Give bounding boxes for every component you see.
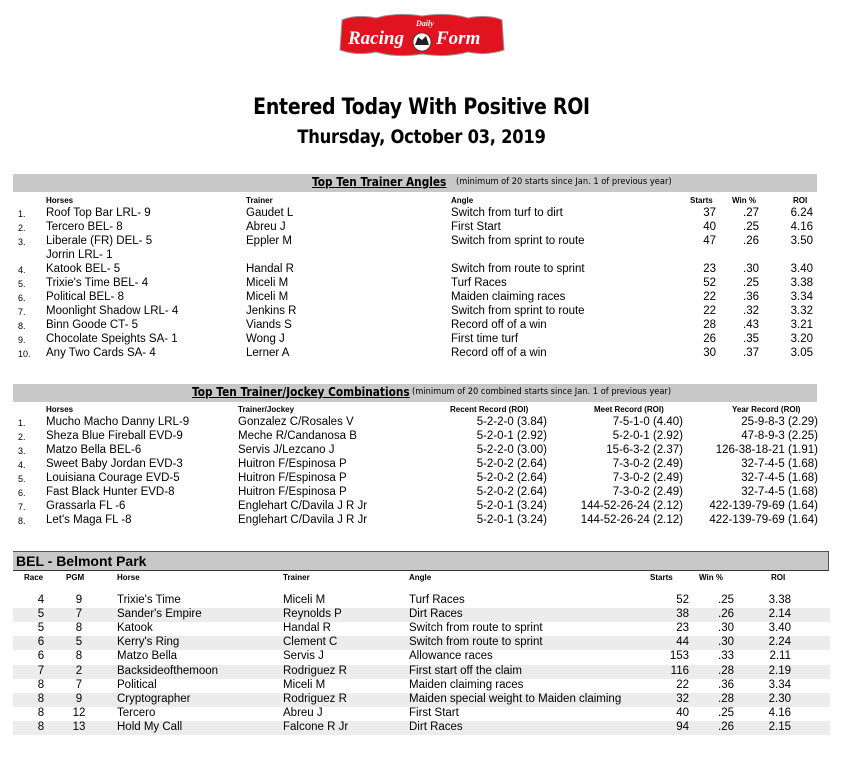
starts: 30 <box>703 347 716 359</box>
roi: 3.40 <box>790 263 813 275</box>
col-recent-record: Recent Record (ROI) <box>450 405 529 414</box>
win-pct: .36 <box>743 291 759 303</box>
roi: 2.11 <box>769 650 791 663</box>
race: 8 <box>37 720 45 733</box>
rank: 1. <box>18 418 26 428</box>
col-roi: ROI <box>771 573 786 582</box>
rank: 10. <box>18 349 31 359</box>
combo-row <box>0 444 843 458</box>
starts: 22 <box>703 291 716 303</box>
year-record: 32-7-4-5 (1.68) <box>741 486 818 498</box>
starts: 52 <box>676 594 689 606</box>
daily-racing-form-logo <box>336 12 508 58</box>
horse: Louisiana Courage EVD-5 <box>46 472 180 484</box>
angle: Turf Races <box>409 594 465 606</box>
race: 7 <box>37 664 45 677</box>
recent-record: 5-2-0-2 (2.64) <box>476 472 547 484</box>
trainer: Miceli M <box>283 594 326 606</box>
track-row <box>13 721 830 735</box>
trainer: Abreu J <box>246 221 286 233</box>
roi: 3.38 <box>768 594 791 606</box>
angle: Switch from route to sprint <box>409 636 543 649</box>
starts: 26 <box>703 333 716 345</box>
starts: 52 <box>703 277 716 289</box>
angle: Switch from sprint to route <box>451 235 585 247</box>
trainer-jockey: Huitron F/Espinosa P <box>238 472 347 484</box>
col-horse: Horse <box>117 573 140 582</box>
trainer-jockey: Englehart C/Davila J R Jr <box>238 514 368 526</box>
starts: 22 <box>703 305 716 317</box>
trainer: Lerner A <box>246 347 290 359</box>
angle: Record off of a win <box>451 347 547 359</box>
trainer: Falcone R Jr <box>283 720 349 733</box>
race: 8 <box>37 706 45 719</box>
trainer: Abreu J <box>283 706 323 719</box>
rank: 5. <box>18 474 26 484</box>
recent-record: 5-2-0-2 (2.64) <box>476 458 547 470</box>
roi: 3.21 <box>790 319 813 331</box>
angle: Dirt Races <box>409 720 463 733</box>
trainer: Wong J <box>246 333 285 345</box>
logo-racing-text: Racing <box>348 28 404 49</box>
pgm: 2 <box>75 664 83 677</box>
win-pct: .30 <box>743 263 759 275</box>
combo-row <box>0 416 843 430</box>
combo-row <box>0 430 843 444</box>
meet-record: 144-52-26-24 (2.12) <box>580 500 683 512</box>
roi: 3.34 <box>790 291 813 303</box>
trainer-angle-row <box>0 277 843 291</box>
combos-note: (minimum of 20 combined starts since Jan. 1 of previous year) <box>412 387 672 397</box>
horse: Sweet Baby Jordan EVD-3 <box>46 458 183 470</box>
recent-record: 5-2-0-1 (3.24) <box>476 514 547 526</box>
horse: Chocolate Speights SA- 1 <box>46 333 178 345</box>
starts: 28 <box>703 319 716 331</box>
track-row <box>13 707 830 721</box>
pgm: 7 <box>75 608 83 621</box>
horse: Fast Black Hunter EVD-8 <box>46 486 175 498</box>
meet-record: 7-3-0-2 (2.49) <box>612 486 683 498</box>
col-horses: Horses <box>46 196 74 205</box>
meet-record: 7-3-0-2 (2.49) <box>612 458 683 470</box>
trainer: Jenkins R <box>246 305 297 317</box>
combo-row <box>0 472 843 486</box>
starts: 32 <box>676 692 689 705</box>
starts: 44 <box>676 636 689 649</box>
race: 8 <box>37 678 45 691</box>
meet-record: 7-3-0-2 (2.49) <box>612 472 683 484</box>
win-pct: .32 <box>743 305 759 317</box>
rank: 7. <box>18 502 26 512</box>
rank: 4. <box>18 265 26 275</box>
angle: Switch from route to sprint <box>409 622 543 635</box>
win-pct: .36 <box>718 678 734 691</box>
angle: Switch from route to sprint <box>451 263 585 275</box>
rank: 1. <box>18 209 26 219</box>
win-pct: .26 <box>718 720 734 733</box>
trainer-angle-row <box>0 221 843 235</box>
win-pct: .25 <box>743 221 759 233</box>
combo-row <box>0 514 843 528</box>
race: 6 <box>37 636 45 649</box>
year-record: 126-38-18-21 (1.91) <box>715 444 818 456</box>
meet-record: 7-5-1-0 (4.40) <box>612 416 683 428</box>
combo-row <box>0 500 843 514</box>
logo-form-text: Form <box>436 28 481 49</box>
meet-record: 5-2-0-1 (2.92) <box>612 430 683 442</box>
pgm: 7 <box>75 678 83 691</box>
recent-record: 5-2-2-0 (3.00) <box>476 444 547 456</box>
pgm: 8 <box>75 650 83 663</box>
win-pct: .30 <box>718 622 734 635</box>
year-record: 32-7-4-5 (1.68) <box>741 472 818 484</box>
angle: Maiden claiming races <box>451 291 566 303</box>
logo-daily-text: Daily <box>416 19 434 28</box>
horse: Cryptographer <box>117 692 191 705</box>
year-record: 422-139-79-69 (1.64) <box>709 514 818 526</box>
col-meet-record: Meet Record (ROI) <box>594 405 664 414</box>
trainer-jockey: Servis J/Lezcano J <box>238 444 335 456</box>
trainer-angle-row <box>0 249 843 263</box>
track-row <box>13 594 830 608</box>
angle: First time turf <box>451 333 519 345</box>
pgm: 8 <box>75 622 83 635</box>
col-starts: Starts <box>650 573 673 582</box>
rank: 6. <box>18 488 26 498</box>
pgm: 9 <box>75 692 83 705</box>
trainer-angle-row <box>0 291 843 305</box>
trainer-angles-title: Top Ten Trainer Angles <box>312 175 447 189</box>
trainer-angle-row <box>0 347 843 361</box>
trainer-angle-row <box>0 263 843 277</box>
track-row <box>13 608 830 622</box>
page-date: Thursday, October 03, 2019 <box>297 126 546 148</box>
rank: 2. <box>18 432 26 442</box>
trainer-jockey: Gonzalez C/Rosales V <box>238 416 354 428</box>
roi: 4.16 <box>790 221 813 233</box>
race: 4 <box>37 594 45 606</box>
trainer-angle-row <box>0 305 843 319</box>
angle: Allowance races <box>409 650 493 663</box>
col-angle: Angle <box>409 573 432 582</box>
win-pct: .28 <box>718 664 734 677</box>
track-row <box>13 665 830 679</box>
starts: 37 <box>703 207 716 219</box>
angle: Record off of a win <box>451 319 547 331</box>
starts: 22 <box>676 678 689 691</box>
horse: Liberale (FR) DEL- 5 <box>46 235 153 247</box>
col-win: Win % <box>732 196 756 205</box>
angle: Switch from turf to dirt <box>451 207 563 219</box>
track-row <box>13 636 830 650</box>
angle: Maiden special weight to Maiden claiming <box>409 692 622 705</box>
roi: 6.24 <box>790 207 813 219</box>
horse: Matzo Bella <box>117 650 178 663</box>
win-pct: .28 <box>718 692 734 705</box>
roi: 3.34 <box>768 678 791 691</box>
horse: Moonlight Shadow LRL- 4 <box>46 305 179 317</box>
col-win: Win % <box>699 573 723 582</box>
trainer: Eppler M <box>246 235 293 247</box>
page-title: Entered Today With Positive ROI <box>253 95 590 120</box>
angle: First start off the claim <box>409 664 522 677</box>
track-row <box>13 622 830 636</box>
horse: Tercero BEL- 8 <box>46 221 123 233</box>
win-pct: .26 <box>743 235 759 247</box>
win-pct: .33 <box>718 650 734 663</box>
recent-record: 5-2-2-0 (3.84) <box>476 416 547 428</box>
trainer-jockey: Meche R/Candanosa B <box>238 430 357 442</box>
combos-band <box>13 384 817 402</box>
trainer: Rodriguez R <box>283 692 347 705</box>
horse: Katook <box>117 622 153 635</box>
trainer: Miceli M <box>283 678 326 691</box>
trainer: Rodriguez R <box>283 664 347 677</box>
trainer: Miceli M <box>246 291 289 303</box>
horse: Binn Goode CT- 5 <box>46 319 139 331</box>
roi: 2.19 <box>768 664 791 677</box>
year-record: 47-8-9-3 (2.25) <box>741 430 818 442</box>
starts: 40 <box>676 706 689 719</box>
angle: First Start <box>409 706 459 719</box>
trainer-angle-row <box>0 235 843 249</box>
rank: 9. <box>18 335 26 345</box>
rank: 8. <box>18 516 26 526</box>
roi: 2.24 <box>768 636 791 649</box>
col-trainer-jockey: Trainer/Jockey <box>238 405 295 414</box>
recent-record: 5-2-0-1 (3.24) <box>476 500 547 512</box>
col-year-record: Year Record (ROI) <box>732 405 801 414</box>
win-pct: .37 <box>743 347 759 359</box>
trainer: Reynolds P <box>283 608 342 621</box>
trainer-jockey: Huitron F/Espinosa P <box>238 458 347 470</box>
trainer: Handal R <box>246 263 294 275</box>
year-record: 25-9-8-3 (2.29) <box>741 416 818 428</box>
starts: 47 <box>703 235 716 247</box>
trainer: Handal R <box>283 622 331 635</box>
horse: Trixie's Time BEL- 4 <box>46 277 149 289</box>
recent-record: 5-2-0-1 (2.92) <box>476 430 547 442</box>
rank: 7. <box>18 307 26 317</box>
win-pct: .43 <box>743 319 759 331</box>
win-pct: .30 <box>718 636 734 649</box>
combo-row <box>0 458 843 472</box>
starts: 153 <box>669 650 689 663</box>
year-record: 422-139-79-69 (1.64) <box>709 500 818 512</box>
win-pct: .35 <box>743 333 759 345</box>
horse: Trixie's Time <box>117 594 181 606</box>
horse: Let's Maga FL -8 <box>46 514 132 526</box>
win-pct: .25 <box>718 706 734 719</box>
trainer: Miceli M <box>246 277 289 289</box>
starts: 23 <box>703 263 716 275</box>
horse: Tercero <box>117 706 156 719</box>
horse: Backsideofthemoon <box>117 664 219 677</box>
meet-record: 144-52-26-24 (2.12) <box>580 514 683 526</box>
race: 6 <box>37 650 45 663</box>
horse: Sander's Empire <box>117 608 202 621</box>
col-trainer: Trainer <box>246 196 273 205</box>
roi: 2.15 <box>768 720 791 733</box>
starts: 40 <box>703 221 716 233</box>
roi: 3.20 <box>790 333 813 345</box>
rank: 3. <box>18 237 26 247</box>
horse: Political BEL- 8 <box>46 291 124 303</box>
starts: 116 <box>670 664 689 677</box>
trainer-angle-row <box>0 319 843 333</box>
track-row <box>13 679 830 693</box>
starts: 38 <box>676 608 689 621</box>
horse: Political <box>117 678 157 691</box>
col-horses: Horses <box>46 405 74 414</box>
col-angle: Angle <box>451 196 474 205</box>
horse: Any Two Cards SA- 4 <box>46 347 156 359</box>
angle: Dirt Races <box>409 608 463 621</box>
trainer-angle-row <box>0 333 843 347</box>
trainer-jockey: Englehart C/Davila J R Jr <box>238 500 368 512</box>
trainer: Viands S <box>246 319 292 331</box>
angle: Maiden claiming races <box>409 678 524 691</box>
pgm: 5 <box>75 636 83 649</box>
horse: Grassarla FL -6 <box>46 500 126 512</box>
horse: Roof Top Bar LRL- 9 <box>46 207 151 219</box>
recent-record: 5-2-0-2 (2.64) <box>476 486 547 498</box>
rank: 8. <box>18 321 26 331</box>
race: 8 <box>37 692 45 705</box>
track-band <box>13 551 829 571</box>
starts: 23 <box>676 622 689 635</box>
combo-row <box>0 486 843 500</box>
horse: Jorrin LRL- 1 <box>46 249 113 261</box>
rank: 3. <box>18 446 26 456</box>
trainer-angle-row <box>0 207 843 221</box>
trainer-angles-band <box>13 174 817 192</box>
combos-title: Top Ten Trainer/Jockey Combinations <box>192 385 410 399</box>
year-record: 32-7-4-5 (1.68) <box>741 458 818 470</box>
horse: Mucho Macho Danny LRL-9 <box>46 416 190 428</box>
track-title: BEL - Belmont Park <box>16 553 147 569</box>
win-pct: .25 <box>743 277 759 289</box>
pgm: 12 <box>72 706 86 719</box>
roi: 3.40 <box>768 622 791 635</box>
meet-record: 15-6-3-2 (2.37) <box>606 444 683 456</box>
rank: 2. <box>18 223 26 233</box>
pgm: 13 <box>72 720 86 733</box>
roi: 3.50 <box>790 235 813 247</box>
pgm: 9 <box>75 594 83 606</box>
roi: 3.38 <box>790 277 813 289</box>
roi: 3.32 <box>790 305 813 317</box>
horse: Katook BEL- 5 <box>46 263 121 275</box>
track-row <box>13 650 830 664</box>
horse: Kerry's Ring <box>117 636 180 649</box>
trainer: Servis J <box>283 650 324 663</box>
starts: 94 <box>676 720 689 733</box>
angle: Turf Races <box>451 277 507 289</box>
track-row <box>13 693 830 707</box>
roi: 3.05 <box>790 347 813 359</box>
col-roi: ROI <box>793 196 808 205</box>
col-trainer: Trainer <box>283 573 310 582</box>
col-starts: Starts <box>690 196 713 205</box>
angle: First Start <box>451 221 501 233</box>
rank: 6. <box>18 293 26 303</box>
race: 5 <box>37 622 45 635</box>
win-pct: .27 <box>743 207 759 219</box>
roi: 4.16 <box>768 706 791 719</box>
roi: 2.30 <box>768 692 791 705</box>
race: 5 <box>37 608 45 621</box>
horse: Sheza Blue Fireball EVD-9 <box>46 430 183 442</box>
roi: 2.14 <box>768 608 791 621</box>
trainer-angles-note: (minimum of 20 starts since Jan. 1 of previous year) <box>456 177 672 187</box>
trainer: Clement C <box>283 636 338 649</box>
trainer: Gaudet L <box>246 207 294 219</box>
win-pct: .25 <box>718 594 734 606</box>
win-pct: .26 <box>718 608 734 621</box>
horse: Hold My Call <box>117 720 183 733</box>
col-pgm: PGM <box>66 573 85 582</box>
col-race: Race <box>24 573 44 582</box>
rank: 4. <box>18 460 26 470</box>
horse: Matzo Bella BEL-6 <box>46 444 142 456</box>
trainer-jockey: Huitron F/Espinosa P <box>238 486 347 498</box>
rank: 5. <box>18 279 26 289</box>
angle: Switch from sprint to route <box>451 305 585 317</box>
